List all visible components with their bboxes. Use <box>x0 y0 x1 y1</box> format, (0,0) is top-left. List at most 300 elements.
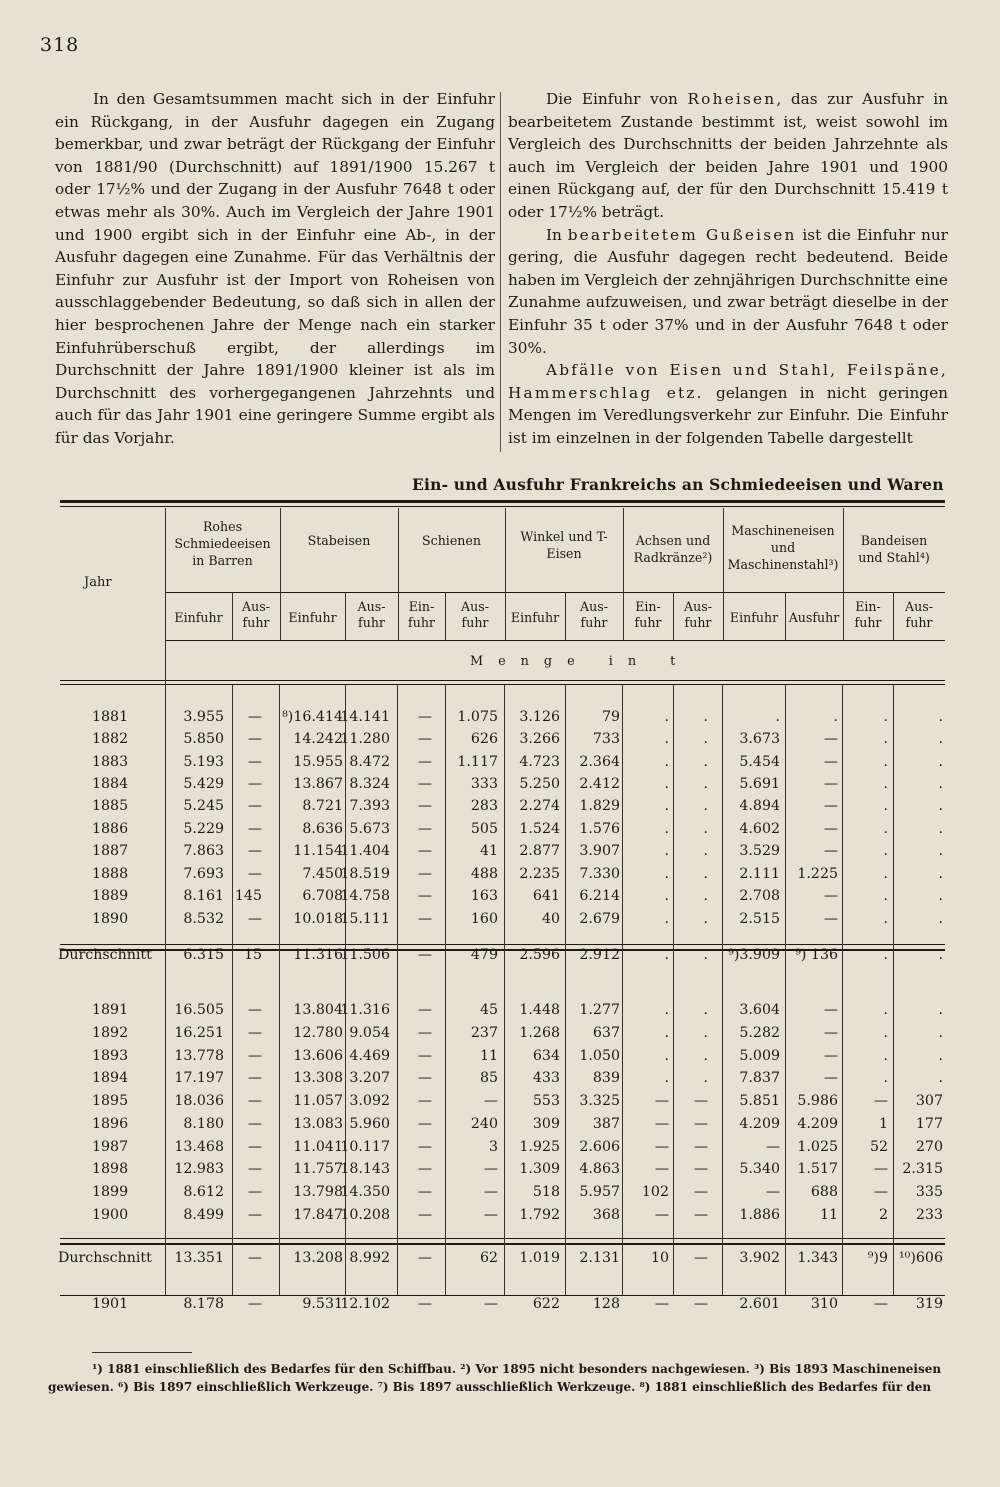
value-cell: ⁹)3.909 <box>728 947 780 963</box>
sub-column-line <box>232 592 233 640</box>
value-cell: 14.141 <box>340 709 390 725</box>
value-cell: 518 <box>532 1184 560 1200</box>
value-cell: 16.251 <box>174 1025 224 1041</box>
value-cell: — <box>247 866 262 882</box>
year-cell: 1895 <box>92 1093 129 1109</box>
year-cell: 1887 <box>92 843 129 859</box>
value-cell: 8.612 <box>183 1184 224 1200</box>
year-cell: 1884 <box>92 776 129 792</box>
value-cell: 5.193 <box>183 754 224 770</box>
value-cell: — <box>823 798 838 814</box>
value-cell: . <box>938 1048 943 1064</box>
left-paragraph: In den Gesamtsummen macht sich in der Einfuhr ein Rückgang, in der Ausfuhr dagegen ein Zugang bemerkbar, und zwar beträgt der Rückgang der Einfuhr von 1881/90 (Durchschnitt) auf 1891/1900 15.267 t oder 17½% und der Zugang in der Ausfuhr 7648 t oder etwas mehr als 30%. Auch im Vergleich der Jahre 1901 und 1900 ergibt sich in der Einfuhr eine Ab-, in der Ausfuhr dagegen eine Zunahme. Für das Verhältnis der Einfuhr zur Ausfuhr ist der Import von Roheisen von ausschlaggebender Bedeutung, so daß sich in allen der hier besprochenen Jahre der Menge nach ein starker Einfuhrüberschuß ergibt, der allerdings im Durchschnitt der Jahre 1891/1900 kleiner ist als im Durchschnitt des vorhergegangenen Jahrzehnts und auch für das Jahr 1901 eine geringere Summe ergibt als für das Vorjahr. <box>55 90 495 447</box>
value-cell: . <box>883 947 888 963</box>
sub-header-export: Ausfuhr <box>788 610 840 625</box>
value-cell: . <box>883 1002 888 1018</box>
table-row <box>0 1116 1000 1138</box>
value-cell: 10.018 <box>293 911 343 927</box>
value-cell: — <box>417 776 432 792</box>
value-cell: 11 <box>479 1048 498 1064</box>
value-cell: 1.117 <box>457 754 498 770</box>
year-cell: 1896 <box>92 1116 129 1132</box>
value-cell: 128 <box>592 1296 620 1312</box>
value-cell: 3.955 <box>183 709 224 725</box>
value-cell: 9.531 <box>302 1296 343 1312</box>
table-row <box>0 947 1000 969</box>
value-cell: — <box>693 1093 708 1109</box>
value-cell: — <box>483 1296 498 1312</box>
value-cell: 237 <box>470 1025 498 1041</box>
group-header: Maschineneisen und Maschinenstahl³) <box>727 523 839 572</box>
value-cell: 637 <box>592 1025 620 1041</box>
value-cell: 18.519 <box>340 866 390 882</box>
value-cell: 1.792 <box>519 1207 560 1223</box>
value-cell: 79 <box>601 709 620 725</box>
table-title: Ein- und Ausfuhr Frankreichs an Schmiedeeisen und Waren <box>412 475 944 494</box>
value-cell: 15 <box>243 947 262 963</box>
value-cell: 1.517 <box>797 1161 838 1177</box>
group-column-line <box>843 508 844 640</box>
value-cell: . <box>703 1070 708 1086</box>
value-cell: 1.309 <box>519 1161 560 1177</box>
value-cell: 8.324 <box>349 776 390 792</box>
table-row <box>0 1184 1000 1206</box>
unit-row: Menge in t <box>470 654 691 669</box>
value-cell: 15.955 <box>293 754 343 770</box>
value-cell: 41 <box>479 843 498 859</box>
value-cell: — <box>693 1139 708 1155</box>
value-cell: 2.274 <box>519 798 560 814</box>
value-cell: — <box>483 1093 498 1109</box>
value-cell: . <box>703 731 708 747</box>
value-cell: . <box>883 731 888 747</box>
value-cell: 2.131 <box>579 1250 620 1266</box>
table-row <box>0 798 1000 820</box>
value-cell: . <box>664 776 669 792</box>
value-cell: . <box>938 754 943 770</box>
value-cell: — <box>247 1002 262 1018</box>
value-cell: 2.877 <box>519 843 560 859</box>
group-header: Schienen <box>422 533 481 548</box>
table-row <box>0 1161 1000 1183</box>
value-cell: 4.863 <box>579 1161 620 1177</box>
table-row <box>0 1207 1000 1229</box>
table-row <box>0 731 1000 753</box>
table-top-rule <box>60 500 945 503</box>
value-cell: 5.691 <box>739 776 780 792</box>
footnote-rule <box>92 1352 192 1353</box>
value-cell: — <box>654 1093 669 1109</box>
table-row <box>0 843 1000 865</box>
value-cell: — <box>417 866 432 882</box>
table-row <box>0 1048 1000 1070</box>
value-cell: . <box>938 821 943 837</box>
value-cell: 433 <box>532 1070 560 1086</box>
value-cell: 11 <box>819 1207 838 1223</box>
value-cell: 2.606 <box>579 1139 620 1155</box>
value-cell: — <box>417 1161 432 1177</box>
value-cell: 3.092 <box>349 1093 390 1109</box>
value-cell: 14.242 <box>293 731 343 747</box>
sub-column-line <box>893 592 894 640</box>
value-cell: 2.679 <box>579 911 620 927</box>
value-cell: . <box>938 1025 943 1041</box>
year-cell: Durchschnitt <box>58 947 152 963</box>
value-cell: 5.429 <box>183 776 224 792</box>
value-cell: . <box>664 731 669 747</box>
value-cell: 16.505 <box>174 1002 224 1018</box>
value-cell: — <box>247 731 262 747</box>
group-header: Rohes Schmiedeeisen in Barren <box>174 519 271 568</box>
year-cell: 1890 <box>92 911 129 927</box>
value-cell: 4.723 <box>519 754 560 770</box>
value-cell: 145 <box>234 888 262 904</box>
value-cell: . <box>883 1070 888 1086</box>
value-cell: 1.225 <box>797 866 838 882</box>
value-cell: . <box>775 709 780 725</box>
sub-header-import: Einfuhr <box>174 610 223 625</box>
year-cell: 1893 <box>92 1048 129 1064</box>
value-cell: 5.673 <box>349 821 390 837</box>
value-cell: . <box>883 843 888 859</box>
value-cell: 6.214 <box>579 888 620 904</box>
value-cell: 13.351 <box>174 1250 224 1266</box>
value-cell: 3.529 <box>739 843 780 859</box>
value-cell: 5.957 <box>579 1184 620 1200</box>
value-cell: — <box>823 821 838 837</box>
year-cell: 1892 <box>92 1025 129 1041</box>
value-cell: — <box>765 1184 780 1200</box>
value-cell: — <box>417 888 432 904</box>
value-cell: — <box>654 1139 669 1155</box>
value-cell: 553 <box>532 1093 560 1109</box>
value-cell: 1.268 <box>519 1025 560 1041</box>
value-cell: — <box>247 1139 262 1155</box>
value-cell: — <box>417 754 432 770</box>
value-cell: 3.673 <box>739 731 780 747</box>
value-cell: . <box>664 888 669 904</box>
value-cell: — <box>417 1139 432 1155</box>
value-cell: 5.850 <box>183 731 224 747</box>
value-cell: 1 <box>878 1116 888 1132</box>
value-cell: — <box>693 1250 708 1266</box>
value-cell: 11.506 <box>340 947 390 963</box>
value-cell: — <box>417 1116 432 1132</box>
value-cell: 11.280 <box>340 731 390 747</box>
table-row <box>0 1250 1000 1272</box>
year-cell: 1891 <box>92 1002 129 1018</box>
value-cell: 5.851 <box>739 1093 780 1109</box>
abfaelle-paragraph: Abfälle von Eisen und Stahl, Feilspäne, Hammerschlag etz. gelangen in nicht geringen Mengen im Veredlungsverkehr zur Einfuhr. Die Einfuhr ist im einzelnen in der folgenden Tabelle dargestellt <box>508 361 948 447</box>
value-cell: . <box>883 709 888 725</box>
year-cell: 1888 <box>92 866 129 882</box>
value-cell: 10 <box>650 1250 669 1266</box>
value-cell: — <box>247 1250 262 1266</box>
value-cell: 45 <box>479 1002 498 1018</box>
value-cell: 18.143 <box>340 1161 390 1177</box>
year-cell: 1894 <box>92 1070 129 1086</box>
table-row <box>0 1025 1000 1047</box>
value-cell: 2.601 <box>739 1296 780 1312</box>
value-cell: 3.604 <box>739 1002 780 1018</box>
table-row <box>0 754 1000 776</box>
value-cell: 733 <box>592 731 620 747</box>
value-cell: 12.983 <box>174 1161 224 1177</box>
value-cell: . <box>938 888 943 904</box>
value-cell: 13.308 <box>293 1070 343 1086</box>
value-cell: 13.798 <box>293 1184 343 1200</box>
value-cell: . <box>664 947 669 963</box>
sub-column-line <box>345 592 346 640</box>
value-cell: 13.208 <box>293 1250 343 1266</box>
value-cell: 1.448 <box>519 1002 560 1018</box>
value-cell: . <box>664 821 669 837</box>
value-cell: 177 <box>915 1116 943 1132</box>
value-cell: — <box>417 1048 432 1064</box>
value-cell: 307 <box>915 1093 943 1109</box>
value-cell: — <box>247 1184 262 1200</box>
value-cell: 335 <box>915 1184 943 1200</box>
value-cell: 622 <box>532 1296 560 1312</box>
value-cell: 5.340 <box>739 1161 780 1177</box>
value-cell: . <box>703 866 708 882</box>
value-cell: — <box>873 1161 888 1177</box>
value-cell: 11.041 <box>293 1139 343 1155</box>
value-cell: 5.229 <box>183 821 224 837</box>
value-cell: — <box>873 1093 888 1109</box>
avg2-rule-2 <box>60 1243 945 1245</box>
value-cell: 1.829 <box>579 798 620 814</box>
year-cell: 1886 <box>92 821 129 837</box>
value-cell: 5.250 <box>519 776 560 792</box>
sub-column-line <box>673 592 674 640</box>
group-header: Winkel und T-Eisen <box>520 529 608 561</box>
value-cell: 6.315 <box>183 947 224 963</box>
value-cell: 8.721 <box>302 798 343 814</box>
year-header: Jahr <box>84 575 112 590</box>
value-cell: 5.009 <box>739 1048 780 1064</box>
value-cell: — <box>247 709 262 725</box>
value-cell: — <box>823 843 838 859</box>
table-header-bottom-rule <box>60 680 945 681</box>
value-cell: 488 <box>470 866 498 882</box>
group-header: Bandeisen und Stahl⁴) <box>858 533 930 565</box>
value-cell: 1.343 <box>797 1250 838 1266</box>
value-cell: 3.266 <box>519 731 560 747</box>
value-cell: — <box>417 1207 432 1223</box>
value-cell: 1.075 <box>457 709 498 725</box>
value-cell: — <box>247 1207 262 1223</box>
right-text-column <box>508 88 948 450</box>
value-cell: 13.606 <box>293 1048 343 1064</box>
value-cell: — <box>247 1025 262 1041</box>
footnote-line-1: ¹) 1881 einschließlich des Bedarfes für den Schiffbau. ²) Vor 1895 nicht besonders nachgewiesen. ³) Bis 1893 Maschineneisen <box>92 1362 942 1376</box>
value-cell: — <box>823 754 838 770</box>
value-cell: 8.532 <box>183 911 224 927</box>
value-cell: . <box>664 843 669 859</box>
value-cell: — <box>417 911 432 927</box>
value-cell: — <box>417 1025 432 1041</box>
sub-header-import: Ein- fuhr <box>408 599 435 630</box>
sub-column-line <box>445 592 446 640</box>
value-cell: 387 <box>592 1116 620 1132</box>
group-header: Stabeisen <box>307 533 371 548</box>
sub-header-export: Aus- fuhr <box>242 599 270 630</box>
value-cell: . <box>883 798 888 814</box>
value-cell: . <box>938 798 943 814</box>
value-cell: 12.102 <box>340 1296 390 1312</box>
table-row <box>0 1139 1000 1161</box>
year-cell: 1987 <box>92 1139 129 1155</box>
value-cell: 10.117 <box>340 1139 390 1155</box>
table-row <box>0 866 1000 888</box>
value-cell: 11.404 <box>340 843 390 859</box>
value-cell: — <box>417 821 432 837</box>
value-cell: . <box>883 911 888 927</box>
value-cell: 626 <box>470 731 498 747</box>
value-cell: 17.847 <box>293 1207 343 1223</box>
value-cell: 283 <box>470 798 498 814</box>
year-cell: 1883 <box>92 754 129 770</box>
year-cell: 1898 <box>92 1161 129 1177</box>
value-cell: — <box>417 843 432 859</box>
value-cell: 52 <box>869 1139 888 1155</box>
value-cell: 9.054 <box>349 1025 390 1041</box>
value-cell: 3.325 <box>579 1093 620 1109</box>
value-cell: — <box>483 1184 498 1200</box>
sub-column-line <box>565 592 566 640</box>
value-cell: 14.758 <box>340 888 390 904</box>
value-cell: 2.235 <box>519 866 560 882</box>
value-cell: . <box>664 709 669 725</box>
value-cell: — <box>693 1207 708 1223</box>
value-cell: . <box>938 1002 943 1018</box>
value-cell: 8.992 <box>349 1250 390 1266</box>
value-cell: 1.576 <box>579 821 620 837</box>
value-cell: — <box>417 1093 432 1109</box>
table-header-bottom-rule-2 <box>60 684 945 685</box>
value-cell: — <box>247 911 262 927</box>
value-cell: 270 <box>915 1139 943 1155</box>
value-cell: — <box>693 1161 708 1177</box>
value-cell: — <box>247 754 262 770</box>
value-cell: 2.315 <box>902 1161 943 1177</box>
value-cell: . <box>664 1002 669 1018</box>
value-cell: . <box>833 709 838 725</box>
value-cell: 7.837 <box>739 1070 780 1086</box>
value-cell: 2 <box>878 1207 888 1223</box>
sub-column-line <box>785 592 786 640</box>
table-row <box>0 888 1000 910</box>
value-cell: . <box>703 798 708 814</box>
sub-header-import: Einfuhr <box>729 610 779 625</box>
value-cell: 1.050 <box>579 1048 620 1064</box>
value-cell: — <box>654 1296 669 1312</box>
value-cell: — <box>417 947 432 963</box>
value-cell: 6.708 <box>302 888 343 904</box>
value-cell: 12.780 <box>293 1025 343 1041</box>
value-cell: 7.863 <box>183 843 224 859</box>
value-cell: . <box>883 776 888 792</box>
value-cell: 8.472 <box>349 754 390 770</box>
value-cell: . <box>664 1048 669 1064</box>
value-cell: — <box>417 709 432 725</box>
avg1-rule <box>60 944 945 945</box>
value-cell: 13.778 <box>174 1048 224 1064</box>
value-cell: 14.350 <box>340 1184 390 1200</box>
group-column-line <box>505 508 506 640</box>
value-cell: 7.330 <box>579 866 620 882</box>
value-cell: — <box>873 1184 888 1200</box>
value-cell: 309 <box>532 1116 560 1132</box>
group-column-line <box>398 508 399 640</box>
value-cell: . <box>883 1025 888 1041</box>
value-cell: 319 <box>915 1296 943 1312</box>
value-cell: — <box>654 1161 669 1177</box>
year-cell: 1885 <box>92 798 129 814</box>
value-cell: . <box>938 866 943 882</box>
value-cell: . <box>664 754 669 770</box>
value-cell: 310 <box>810 1296 838 1312</box>
value-cell: 8.499 <box>183 1207 224 1223</box>
value-cell: — <box>823 1002 838 1018</box>
group-header: Achsen und Radkränze²) <box>633 533 713 565</box>
value-cell: — <box>823 1070 838 1086</box>
value-cell: 1.886 <box>739 1207 780 1223</box>
value-cell: 2.364 <box>579 754 620 770</box>
value-cell: 2.412 <box>579 776 620 792</box>
value-cell: — <box>417 1070 432 1086</box>
value-cell: . <box>938 947 943 963</box>
value-cell: 13.083 <box>293 1116 343 1132</box>
group-column-line <box>723 508 724 640</box>
value-cell: — <box>247 1048 262 1064</box>
value-cell: — <box>483 1161 498 1177</box>
value-cell: 688 <box>810 1184 838 1200</box>
value-cell: — <box>823 731 838 747</box>
value-cell: 2.111 <box>739 866 780 882</box>
value-cell: 4.209 <box>739 1116 780 1132</box>
value-cell: 18.036 <box>174 1093 224 1109</box>
value-cell: 5.454 <box>739 754 780 770</box>
value-cell: — <box>654 1116 669 1132</box>
value-cell: 3 <box>488 1139 498 1155</box>
value-cell: — <box>417 1296 432 1312</box>
value-cell: . <box>703 754 708 770</box>
table-row <box>0 776 1000 798</box>
value-cell: . <box>938 709 943 725</box>
value-cell: 2.708 <box>739 888 780 904</box>
value-cell: — <box>483 1207 498 1223</box>
value-cell: — <box>247 1116 262 1132</box>
value-cell: . <box>703 843 708 859</box>
value-cell: . <box>883 821 888 837</box>
value-cell: 11.154 <box>293 843 343 859</box>
value-cell: — <box>823 911 838 927</box>
sub-header-export: Aus- fuhr <box>461 599 489 630</box>
value-cell: — <box>765 1139 780 1155</box>
value-cell: . <box>664 1070 669 1086</box>
value-cell: . <box>703 709 708 725</box>
value-cell: — <box>823 1025 838 1041</box>
gusseisen-paragraph: In bearbeitetem Gußeisen ist die Einfuhr nur gering, die Ausfuhr dagegen recht bedeutend. Beide haben im Vergleich der zehnjährigen Durchschnitte eine Zunahme aufzuweisen, und zwar beträgt dieselbe in der Einfuhr 35 t oder 37% und in der Ausfuhr 7648 t oder 30%. <box>508 225 948 357</box>
value-cell: — <box>247 843 262 859</box>
value-cell: . <box>664 911 669 927</box>
year-cell: 1889 <box>92 888 129 904</box>
value-cell: 3.902 <box>739 1250 780 1266</box>
value-cell: . <box>938 911 943 927</box>
value-cell: 3.907 <box>579 843 620 859</box>
